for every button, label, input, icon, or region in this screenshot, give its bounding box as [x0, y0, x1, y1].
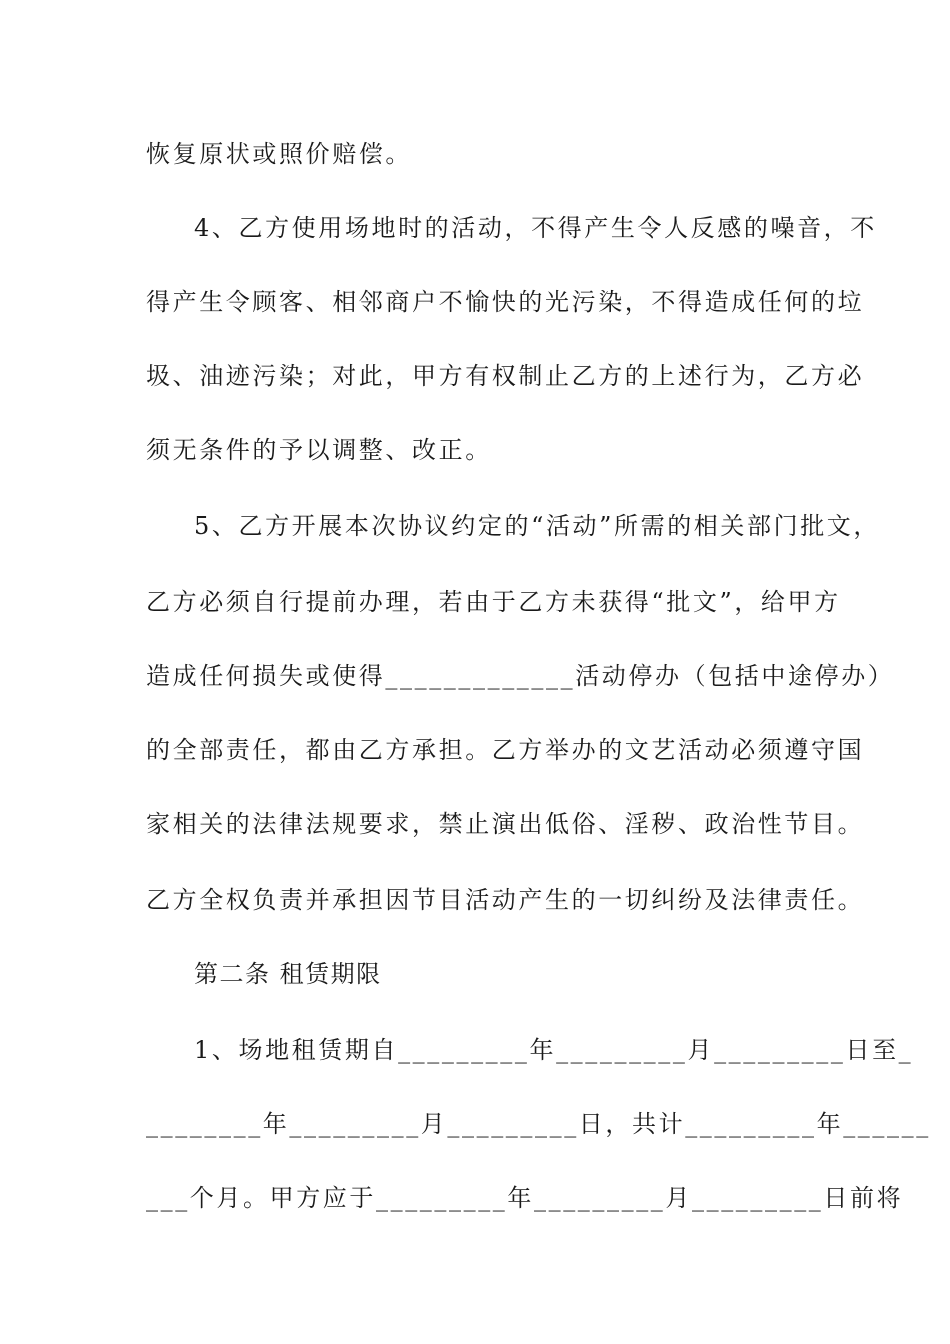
- paragraph-line: ___个月。甲方应于_________年_________月_________日前将: [146, 1184, 904, 1212]
- paragraph-line: 造成任何损失或使得_____________活动停办（包括中途停办）: [146, 662, 895, 690]
- paragraph-line: 乙方必须自行提前办理，若由于乙方未获得“批文”，给甲方: [146, 588, 841, 616]
- section-heading: 第二条 租赁期限: [194, 960, 382, 988]
- paragraph-line: 1、场地租赁期自_________年_________月_________日至_: [194, 1036, 914, 1064]
- paragraph-line: 4、乙方使用场地时的活动，不得产生令人反感的噪音，不: [194, 214, 877, 242]
- paragraph-line: ________年_________月_________日，共计_________年______: [146, 1110, 931, 1138]
- paragraph-line: 恢复原状或照价赔偿。: [146, 140, 412, 168]
- paragraph-line: 圾、油迹污染；对此，甲方有权制止乙方的上述行为，乙方必: [146, 362, 865, 390]
- paragraph-line: 乙方全权负责并承担因节目活动产生的一切纠纷及法律责任。: [146, 886, 865, 914]
- paragraph-line: 的全部责任，都由乙方承担。乙方举办的文艺活动必须遵守国: [146, 736, 865, 764]
- paragraph-line: 5、乙方开展本次协议约定的“活动”所需的相关部门批文，: [194, 512, 881, 540]
- paragraph-line: 家相关的法律法规要求，禁止演出低俗、淫秽、政治性节目。: [146, 810, 865, 838]
- paragraph-line: 须无条件的予以调整、改正。: [146, 436, 492, 464]
- paragraph-line: 得产生令顾客、相邻商户不愉快的光污染，不得造成任何的垃: [146, 288, 865, 316]
